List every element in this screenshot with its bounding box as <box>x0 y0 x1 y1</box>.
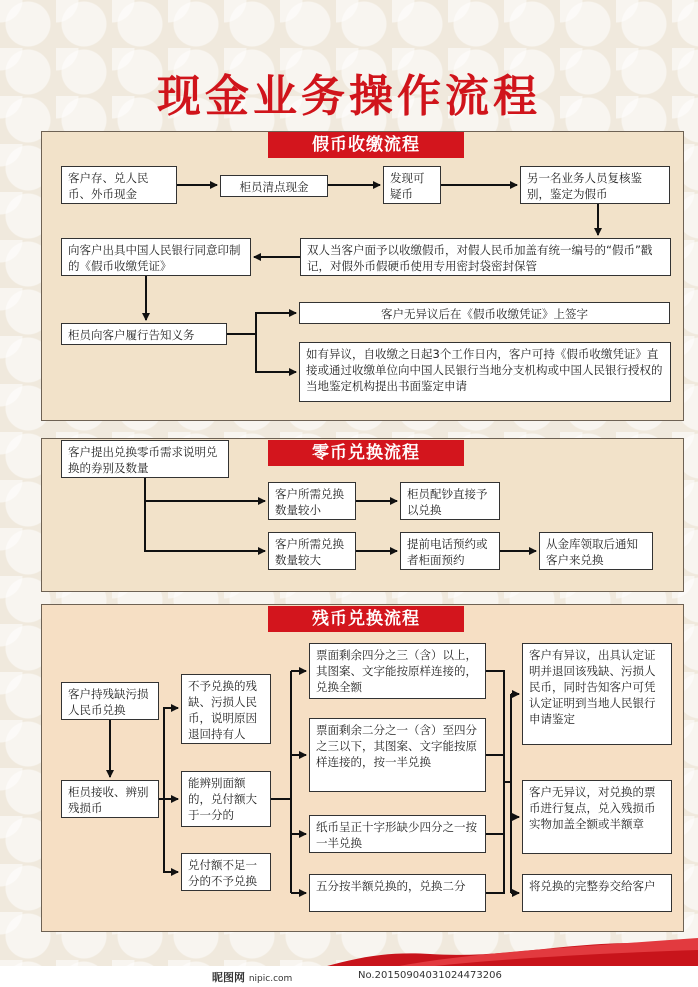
s2-large-amount-box: 客户所需兑换数量较大 <box>268 532 356 570</box>
s1-no-objection-box: 客户无异议后在《假币收缴凭证》上签字 <box>299 302 670 324</box>
s1-issue-certificate-box: 向客户出具中国人民银行同意印制的《假币收缴凭证》 <box>61 238 251 276</box>
counterfeit-confiscation-title: 假币收缴流程 <box>268 132 464 158</box>
s1-branch <box>227 313 296 334</box>
s1-branch-2 <box>256 334 296 372</box>
s3-cross-shape-box: 纸币呈正十字形缺少四分之一按一半兑换 <box>309 815 486 853</box>
s1-notify-box: 柜员向客户履行告知义务 <box>61 323 227 345</box>
s3-reject-box: 不予兑换的残缺、污损人民币，说明原因退回持有人 <box>181 674 271 744</box>
s2-branch <box>145 478 265 501</box>
watermark-logo: 昵图网 nipic.com <box>212 971 293 984</box>
s3-half-box: 票面剩余二分之一（含）至四分之三以下，其图案、文字能按原样连接的，按一半兑换 <box>309 718 486 792</box>
s3-branch-left-2 <box>164 799 178 872</box>
s2-appointment-box: 提前电话预约或者柜面预约 <box>400 532 500 570</box>
red-wave-decoration <box>0 930 698 970</box>
s2-direct-exchange-box: 柜员配钞直接予以兑换 <box>400 482 500 520</box>
s3-less-than-cent-box: 兑付额不足一分的不予兑换 <box>181 853 271 891</box>
s1-objection-box: 如有异议，自收缴之日起3个工作日内，客户可持《假币收缴凭证》直接或通过收缴单位向中国人民银行当地分支机构或中国人民银行授权的当地鉴定机构提出书面鉴定申请 <box>299 342 671 402</box>
s3-return-note-box: 将兑换的完整券交给客户 <box>522 874 672 912</box>
s3-bracket-right-in <box>486 671 504 893</box>
page-title: 现金业务操作流程 <box>157 71 541 122</box>
s3-identifiable-box: 能辨别面额的，兑付额大于一分的 <box>181 771 271 827</box>
s1-suspicious-box: 发现可疑币 <box>383 166 441 204</box>
s3-customer-damaged-box: 客户持残缺污损人民币兑换 <box>61 682 159 720</box>
watermark-number: No.20150904031024473206 <box>358 970 502 981</box>
s3-five-cent-box: 五分按半额兑换的，兑换二分 <box>309 874 486 912</box>
damaged-note-exchange-title: 残币兑换流程 <box>268 606 464 632</box>
s2-vault-box: 从金库领取后通知客户来兑换 <box>539 532 653 570</box>
s2-request-box: 客户提出兑换零币需求说明兑换的券别及数量 <box>61 440 229 478</box>
s1-recheck-box: 另一名业务人员复核鉴别，鉴定为假币 <box>520 166 670 204</box>
s3-branch-left <box>159 708 178 799</box>
s3-three-quarters-box: 票面剩余四分之三（含）以上，其图案、文字能按原样连接的，兑换全额 <box>309 643 486 699</box>
s3-teller-receive-box: 柜员接收、辨别残损币 <box>61 780 159 818</box>
s1-confiscate-box: 双人当客户面予以收缴假币，对假人民币加盖有统一编号的“假币”戳记，对假外币假硬币使用专用密封袋密封保管 <box>300 238 671 276</box>
s2-branch-2 <box>145 501 265 551</box>
s3-no-objection-box: 客户无异议，对兑换的票币进行复点，兑入残损币实物加盖全额或半额章 <box>522 780 672 854</box>
s1-teller-count-box: 柜员清点现金 <box>220 175 328 197</box>
s3-objection-box: 客户有异议，出具认定证明并退回该残缺、污损人民币，同时告知客户可凭认定证明到当地人民银行申请鉴定 <box>522 643 672 745</box>
s1-customer-deposit-box: 客户存、兑人民币、外币现金 <box>61 166 177 204</box>
coin-exchange-title: 零币兑换流程 <box>268 440 464 466</box>
watermark-bar <box>0 966 698 987</box>
s2-small-amount-box: 客户所需兑换数量较小 <box>268 482 356 520</box>
